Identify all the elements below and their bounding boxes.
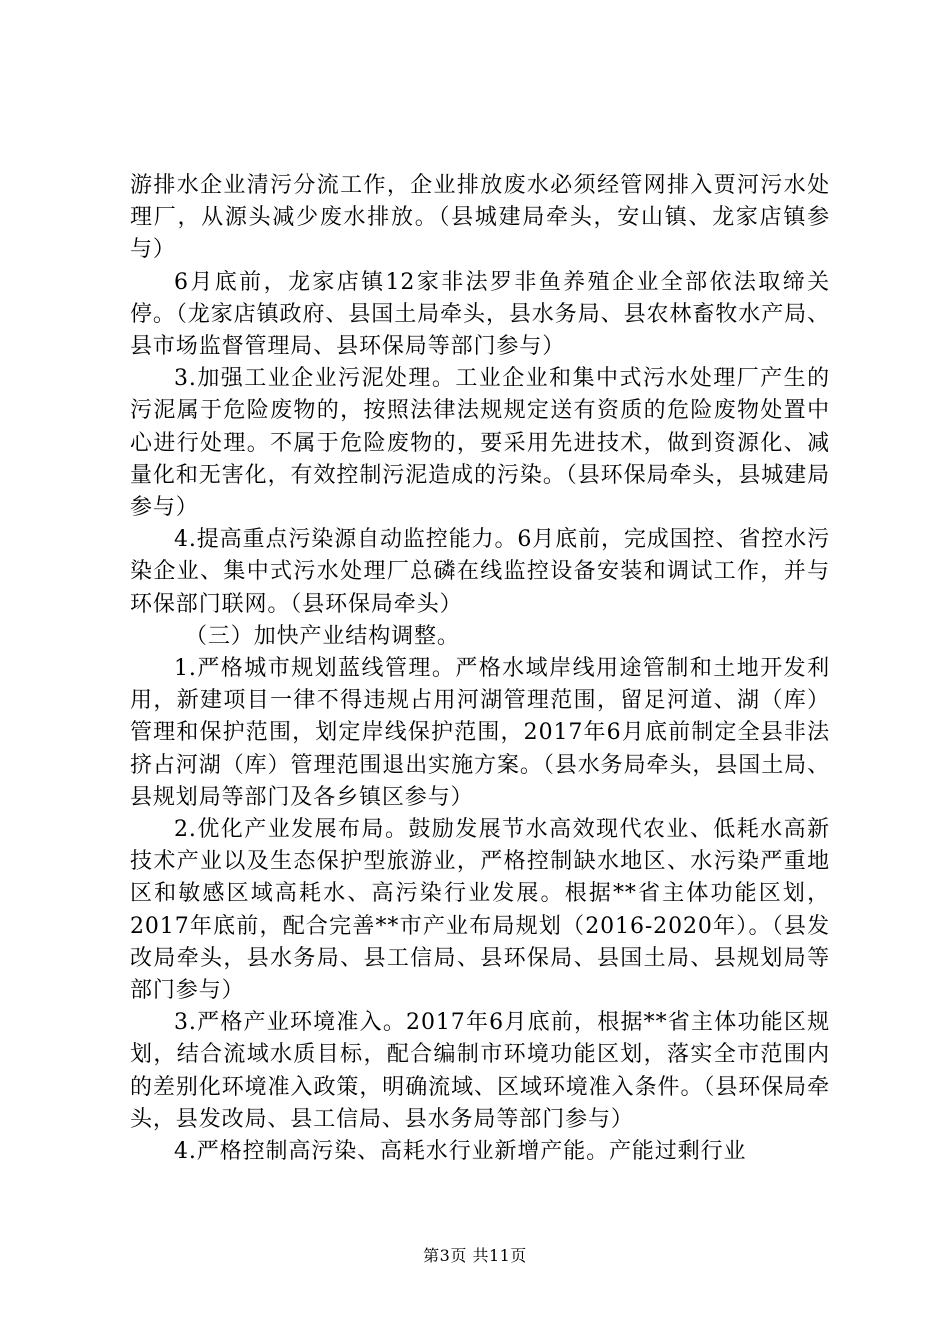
paragraph-environmental-access: 3.严格产业环境准入。2017年6月底前，根据**省主体功能区规划，结合流域水质目标，配合编制市环境功能区划，落实全市范围内的差别化环境准入政策，明确流域、区域环境准入条件。（县环保局牵头，县发改局、县工信局、县水务局等部门参与）	[130, 1010, 830, 1132]
page-number-label: 第3页 共11页	[423, 1246, 527, 1265]
paragraph-auto-monitoring: 4.提高重点污染源自动监控能力。6月底前，完成国控、省控水污染企业、集中式污水处理厂总磷在线监控设备安装和调试工作，并与环保部门联网。（县环保局牵头）	[130, 527, 830, 617]
page-footer	[0, 1246, 950, 1266]
paragraph-blue-line-management: 1.严格城市规划蓝线管理。严格水域岸线用途管制和土地开发利用，新建项目一律不得违规占用河湖管理范围，留足河道、湖（库）管理和保护范围，划定岸线保护范围，2017年6月底前制定全县非法挤占河湖（库）管理范围退出实施方案。（县水务局牵头，县国土局、县规划局等部门及各乡镇区参与）	[130, 656, 830, 810]
paragraph-sludge-treatment: 3.加强工业企业污泥处理。工业企业和集中式污水处理厂产生的污泥属于危险废物的，按照法律法规规定送有资质的危险废物处置中心进行处理。不属于危险废物的，要采用先进技术，做到资源化、减量化和无害化，有效控制污泥造成的污染。（县环保局牵头，县城建局参与）	[130, 366, 830, 521]
paragraph-continuation: 游排水企业清污分流工作，企业排放废水必须经管网排入贾河污水处理厂，从源头减少废水排放。（县城建局牵头，安山镇、龙家店镇参与）	[130, 173, 830, 263]
paragraph-industry-layout: 2.优化产业发展布局。鼓励发展节水高效现代农业、低耗水高新技术产业以及生态保护型旅游业，严格控制缺水地区、水污染严重地区和敏感区域高耗水、高污染行业发展。根据**省主体功能区划，2017年底前，配合完善**市产业布局规划（2016-2020年）。（县发改局牵头，县水务局、县工信局、县环保局、县国土局、县规划局等部门参与）	[130, 817, 830, 1004]
paragraph-capacity-control: 4.严格控制高污染、高耗水行业新增产能。产能过剩行业	[174, 1139, 747, 1165]
paragraph-longjiadian-closure: 6月底前，龙家店镇12家非法罗非鱼养殖企业全部依法取缔关停。（龙家店镇政府、县国土局牵头，县水务局、县农林畜牧水产局、县市场监督管理局、县环保局等部门参与）	[130, 269, 830, 360]
document-body	[130, 170, 830, 1168]
section-heading-industry-adjustment: （三）加快产业结构调整。	[185, 623, 460, 649]
